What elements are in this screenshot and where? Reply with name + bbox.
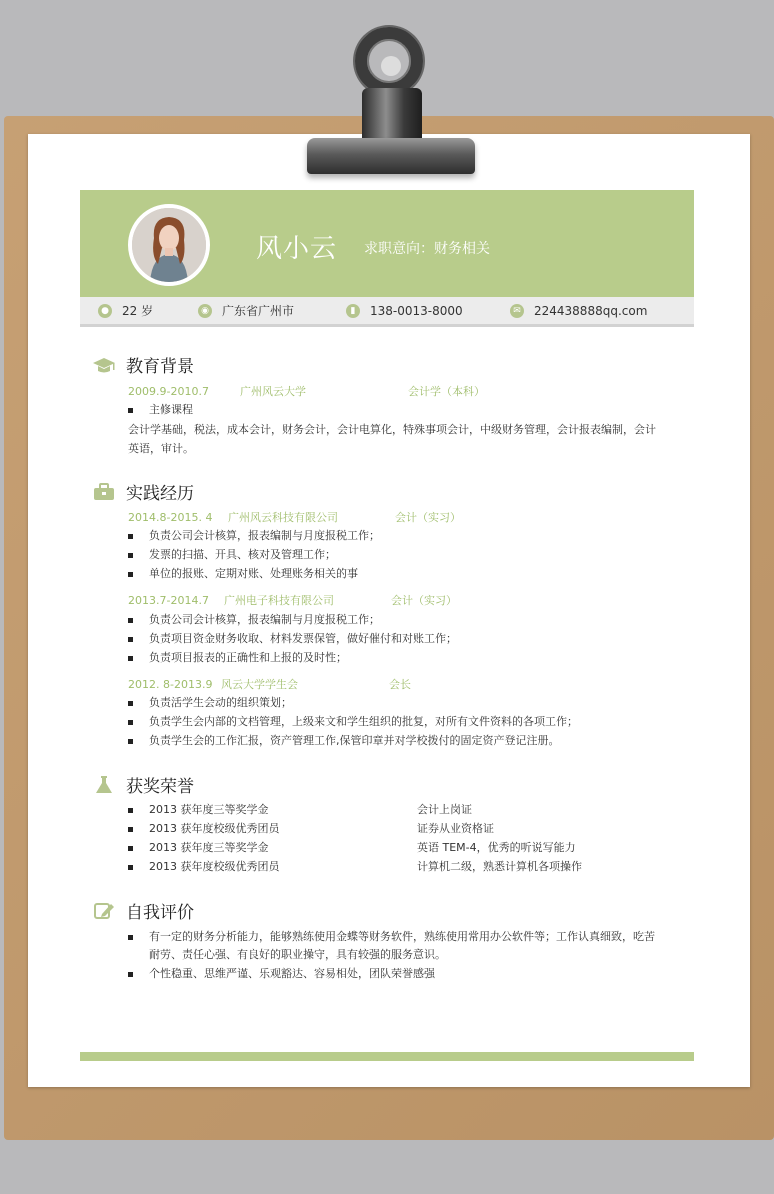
- email-text: 224438888qq.com: [534, 303, 648, 318]
- info-bar: [80, 297, 694, 327]
- award-item: 2013 获年度三等奖学金: [128, 802, 269, 818]
- job-period: 2012. 8-2013.9: [128, 678, 213, 691]
- certificate-item: 证券从业资格证: [417, 822, 494, 835]
- edu-courses-line2: 英语，审计。: [128, 442, 194, 455]
- edu-courses-label: 主修课程: [128, 402, 193, 418]
- job-role: 会计（实习）: [395, 511, 461, 524]
- avatar: [128, 204, 210, 286]
- job-period: 2014.8-2015. 4: [128, 511, 213, 524]
- job-company: 广州风云科技有限公司: [228, 511, 338, 524]
- mail-icon: ✉: [510, 304, 524, 318]
- job-duty: 负责学生会的工作汇报，资产管理工作,保管印章并对学校拨付的固定资产登记注册。: [128, 733, 560, 749]
- section-experience: [92, 479, 194, 504]
- person-icon: ●: [98, 304, 112, 318]
- phone-text: 138-0013-8000: [370, 303, 463, 318]
- info-email: [510, 304, 647, 318]
- info-location: [198, 302, 294, 319]
- award-item: 2013 获年度校级优秀团员: [128, 859, 280, 875]
- self-eval-item-continued: 耐劳、责任心强、有良好的职业操守，具有较强的服务意识。: [149, 948, 446, 961]
- location-text: 广东省广州市: [222, 304, 295, 318]
- certificate-item: 英语 TEM-4，优秀的听说写能力: [417, 841, 576, 854]
- self-eval-item: 个性稳重、思维严谨、乐观豁达、容易相处，团队荣誉感强: [128, 966, 435, 982]
- clip-hole: [381, 56, 401, 76]
- edu-period: 2009.9-2010.7: [128, 385, 209, 398]
- clip-body: [362, 88, 422, 144]
- info-phone: [346, 304, 463, 318]
- self-eval-item: 有一定的财务分析能力，能够熟练使用金蝶等财务软件，熟练使用常用办公软件等；工作认真细致，吃苦: [128, 929, 655, 945]
- flask-icon: [92, 775, 116, 795]
- job-role: 会长: [389, 678, 411, 691]
- avatar-portrait-icon: [132, 208, 206, 282]
- job-duty: 负责活学生会动的组织策划；: [128, 695, 292, 711]
- job-role: 会计（实习）: [391, 594, 457, 607]
- award-item: 2013 获年度三等奖学金: [128, 840, 269, 856]
- award-item: 2013 获年度校级优秀团员: [128, 821, 280, 837]
- awards-title: 获奖荣誉: [126, 777, 194, 797]
- section-awards: [92, 772, 194, 797]
- graduation-cap-icon: [92, 355, 116, 375]
- certificate-item: 会计上岗证: [417, 803, 472, 816]
- edit-icon: [92, 901, 116, 921]
- location-pin-icon: ◉: [198, 304, 212, 318]
- job-duty: 单位的报账、定期对账、处理账务相关的事: [128, 566, 358, 582]
- self-eval-title: 自我评价: [126, 903, 194, 923]
- job-duty: 负责项目报表的正确性和上报的及时性；: [128, 650, 347, 666]
- job-period: 2013.7-2014.7: [128, 594, 209, 607]
- job-duty: 负责公司会计核算，报表编制与月度报税工作；: [128, 528, 380, 544]
- candidate-name: 风小云: [256, 234, 338, 264]
- job-duty: 负责项目资金财务收取、材料发票保管，做好催付和对账工作；: [128, 631, 457, 647]
- job-duty: 负责公司会计核算，报表编制与月度报税工作；: [128, 612, 380, 628]
- job-duty: 发票的扫描、开具、核对及管理工作；: [128, 547, 336, 563]
- job-company: 广州电子科技有限公司: [224, 594, 334, 607]
- phone-icon: ▮: [346, 304, 360, 318]
- edu-courses-line1: 会计学基础，税法，成本会计，财务会计，会计电算化，特殊事项会计，中级财务管理，会计报表编制，会计: [128, 423, 656, 436]
- certificate-item: 计算机二级，熟悉计算机各项操作: [417, 860, 582, 873]
- briefcase-icon: [92, 482, 116, 502]
- experience-title: 实践经历: [126, 484, 194, 504]
- education-title: 教育背景: [126, 357, 194, 377]
- job-duty: 负责学生会内部的文档管理，上级来文和学生组织的批复，对所有文件资料的各项工作；: [128, 714, 578, 730]
- edu-major: 会计学（本科）: [408, 385, 485, 398]
- section-self-eval: [92, 898, 194, 923]
- job-intent: 求职意向：财务相关: [364, 241, 490, 257]
- job-company: 风云大学学生会: [221, 678, 298, 691]
- clip-base: [307, 138, 475, 174]
- age-text: 22 岁: [122, 304, 154, 318]
- info-age: [98, 302, 153, 319]
- edu-school: 广州风云大学: [240, 385, 306, 398]
- section-education: [92, 352, 194, 377]
- resume-header: [80, 190, 694, 297]
- footer-bar: [80, 1052, 694, 1061]
